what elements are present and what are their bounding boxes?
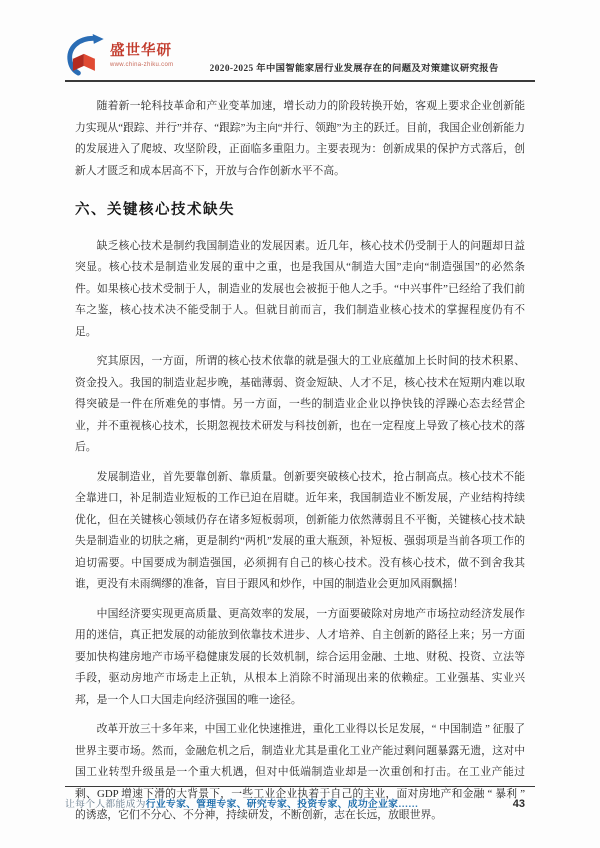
brand-url: www.china-zhiku.com bbox=[110, 61, 174, 68]
report-title: 2020-2025 年中国智能家居行业发展存在的问题及对策建议研究报告 bbox=[209, 64, 499, 74]
paragraph: 究其原因，一方面，所谓的核心技术依靠的就是强大的工业底蕴加上长时间的技术积累、资金投入。我国的制造业起步晚，基础薄弱、资金短缺、人才不足，核心技术在短期内难以取得突破是一件在所难免的事情。另一方面，一些的制造业企业以挣快钱的浮躁心态去经营企业，并不重视核心技术，长期忽视技术研发与科技创新，也在一定程度上导致了核心技术的落后。 bbox=[75, 355, 525, 453]
footer-tagline bbox=[65, 796, 418, 810]
header-divider bbox=[65, 80, 535, 82]
document-body bbox=[75, 96, 525, 827]
book-swoosh-icon bbox=[65, 34, 105, 78]
paragraph: 缺乏核心技术是制约我国制造业的发展因素。近几年，核心技术仍受制于人的问题却日益突显。核心技术是制造业发展的重中之重，也是我国从“制造大国”走向“制造强国”的必然条件。如果核心技术受制于人，制造业的发展也会被扼于他人之手。“中兴事件”已经给了我们前车之鉴，核心技术决不能受制于人。但就目前而言，我们制造业核心技术的掌握程度仍有不足。 bbox=[75, 239, 525, 338]
paragraph: 中国经济要实现更高质量、更高效率的发展，一方面要破除对房地产市场拉动经济发展作用的迷信，真正把发展的动能放到依靠技术进步、人才培养、自主创新的路径上来；另一方面要加快构建房地产市场平稳健康发展的长效机制，综合运用金融、土地、财税、投资、立法等手段，驱动房地产市场走上正轨，从根本上消除不时涌现出来的依赖症。工业强基、实业兴邦，是一个人口大国走向经济强国的唯一途径。 bbox=[75, 607, 525, 706]
tagline-highlight: 行业专家、管理专家、研究专家、投资专家、成功企业家…… bbox=[145, 799, 419, 810]
paragraph: 改革开放三十多年来，中国工业化快速推进，重化工业得以长足发展，“ 中国制造 ” 征服了世界主要市场。然而，金融危机之后，制造业尤其是重化工业产能过剩问题暴露无遗，这对中国工业转型升级虽是一个重大机遇，但对中低端制造业却是一次重创和打击。在工业产能过剩、GDP 增速下滑的大背景下，一些工业企业执着于自己的主业，面对房地产和金融 “ 暴利 ” 的诱惑，它们不分心、不分神，持续研发，不断创新，志在长远，放眼世界。 bbox=[75, 723, 525, 821]
brand-name: 盛世华研 bbox=[110, 43, 172, 60]
paragraph: 发展制造业，首先要靠创新、靠质量。创新要突破核心技术，抢占制高点。核心技术不能全靠进口，补足制造业短板的工作已迫在眉睫。近年来，我国制造业不断发展，产业结构持续优化，但在关键核心领域仍存在诸多短板弱项，创新能力依然薄弱且不平衡，关键核心技术缺失是制造业的切肤之痛，更是制约“两机”发展的重大瓶颈，补短板、强弱项是当前各项工作的迫切需要。中国要成为制造强国，必须拥有自己的核心技术。没有核心技术，做不到舍我其谁，更没有未雨绸缪的准备，盲目于跟风和炒作，中国的制造业会更加风雨飘摇！ bbox=[75, 470, 525, 590]
brand-logo bbox=[65, 34, 173, 78]
section-heading: 六、关键核心技术缺失 bbox=[75, 202, 235, 218]
page-footer bbox=[65, 786, 535, 810]
tagline-prefix: 让每个人都能成为 bbox=[65, 799, 146, 810]
page-header bbox=[0, 0, 600, 78]
paragraph: 随着新一轮科技革命和产业变革加速，增长动力的阶段转换开始，客观上要求企业创新能力实现从“跟踪、并行”并存、“跟踪”为主向“并行、领跑”为主的跃迁。目前，我国企业创新能力的发展进入了爬坡、攻坚阶段，正面临多重阻力。主要表现为：创新成果的保护方式落后，创新人才匮乏和成本居高不下，开放与合作创新水平不高。 bbox=[75, 100, 525, 177]
page-number: 43 bbox=[512, 798, 525, 810]
